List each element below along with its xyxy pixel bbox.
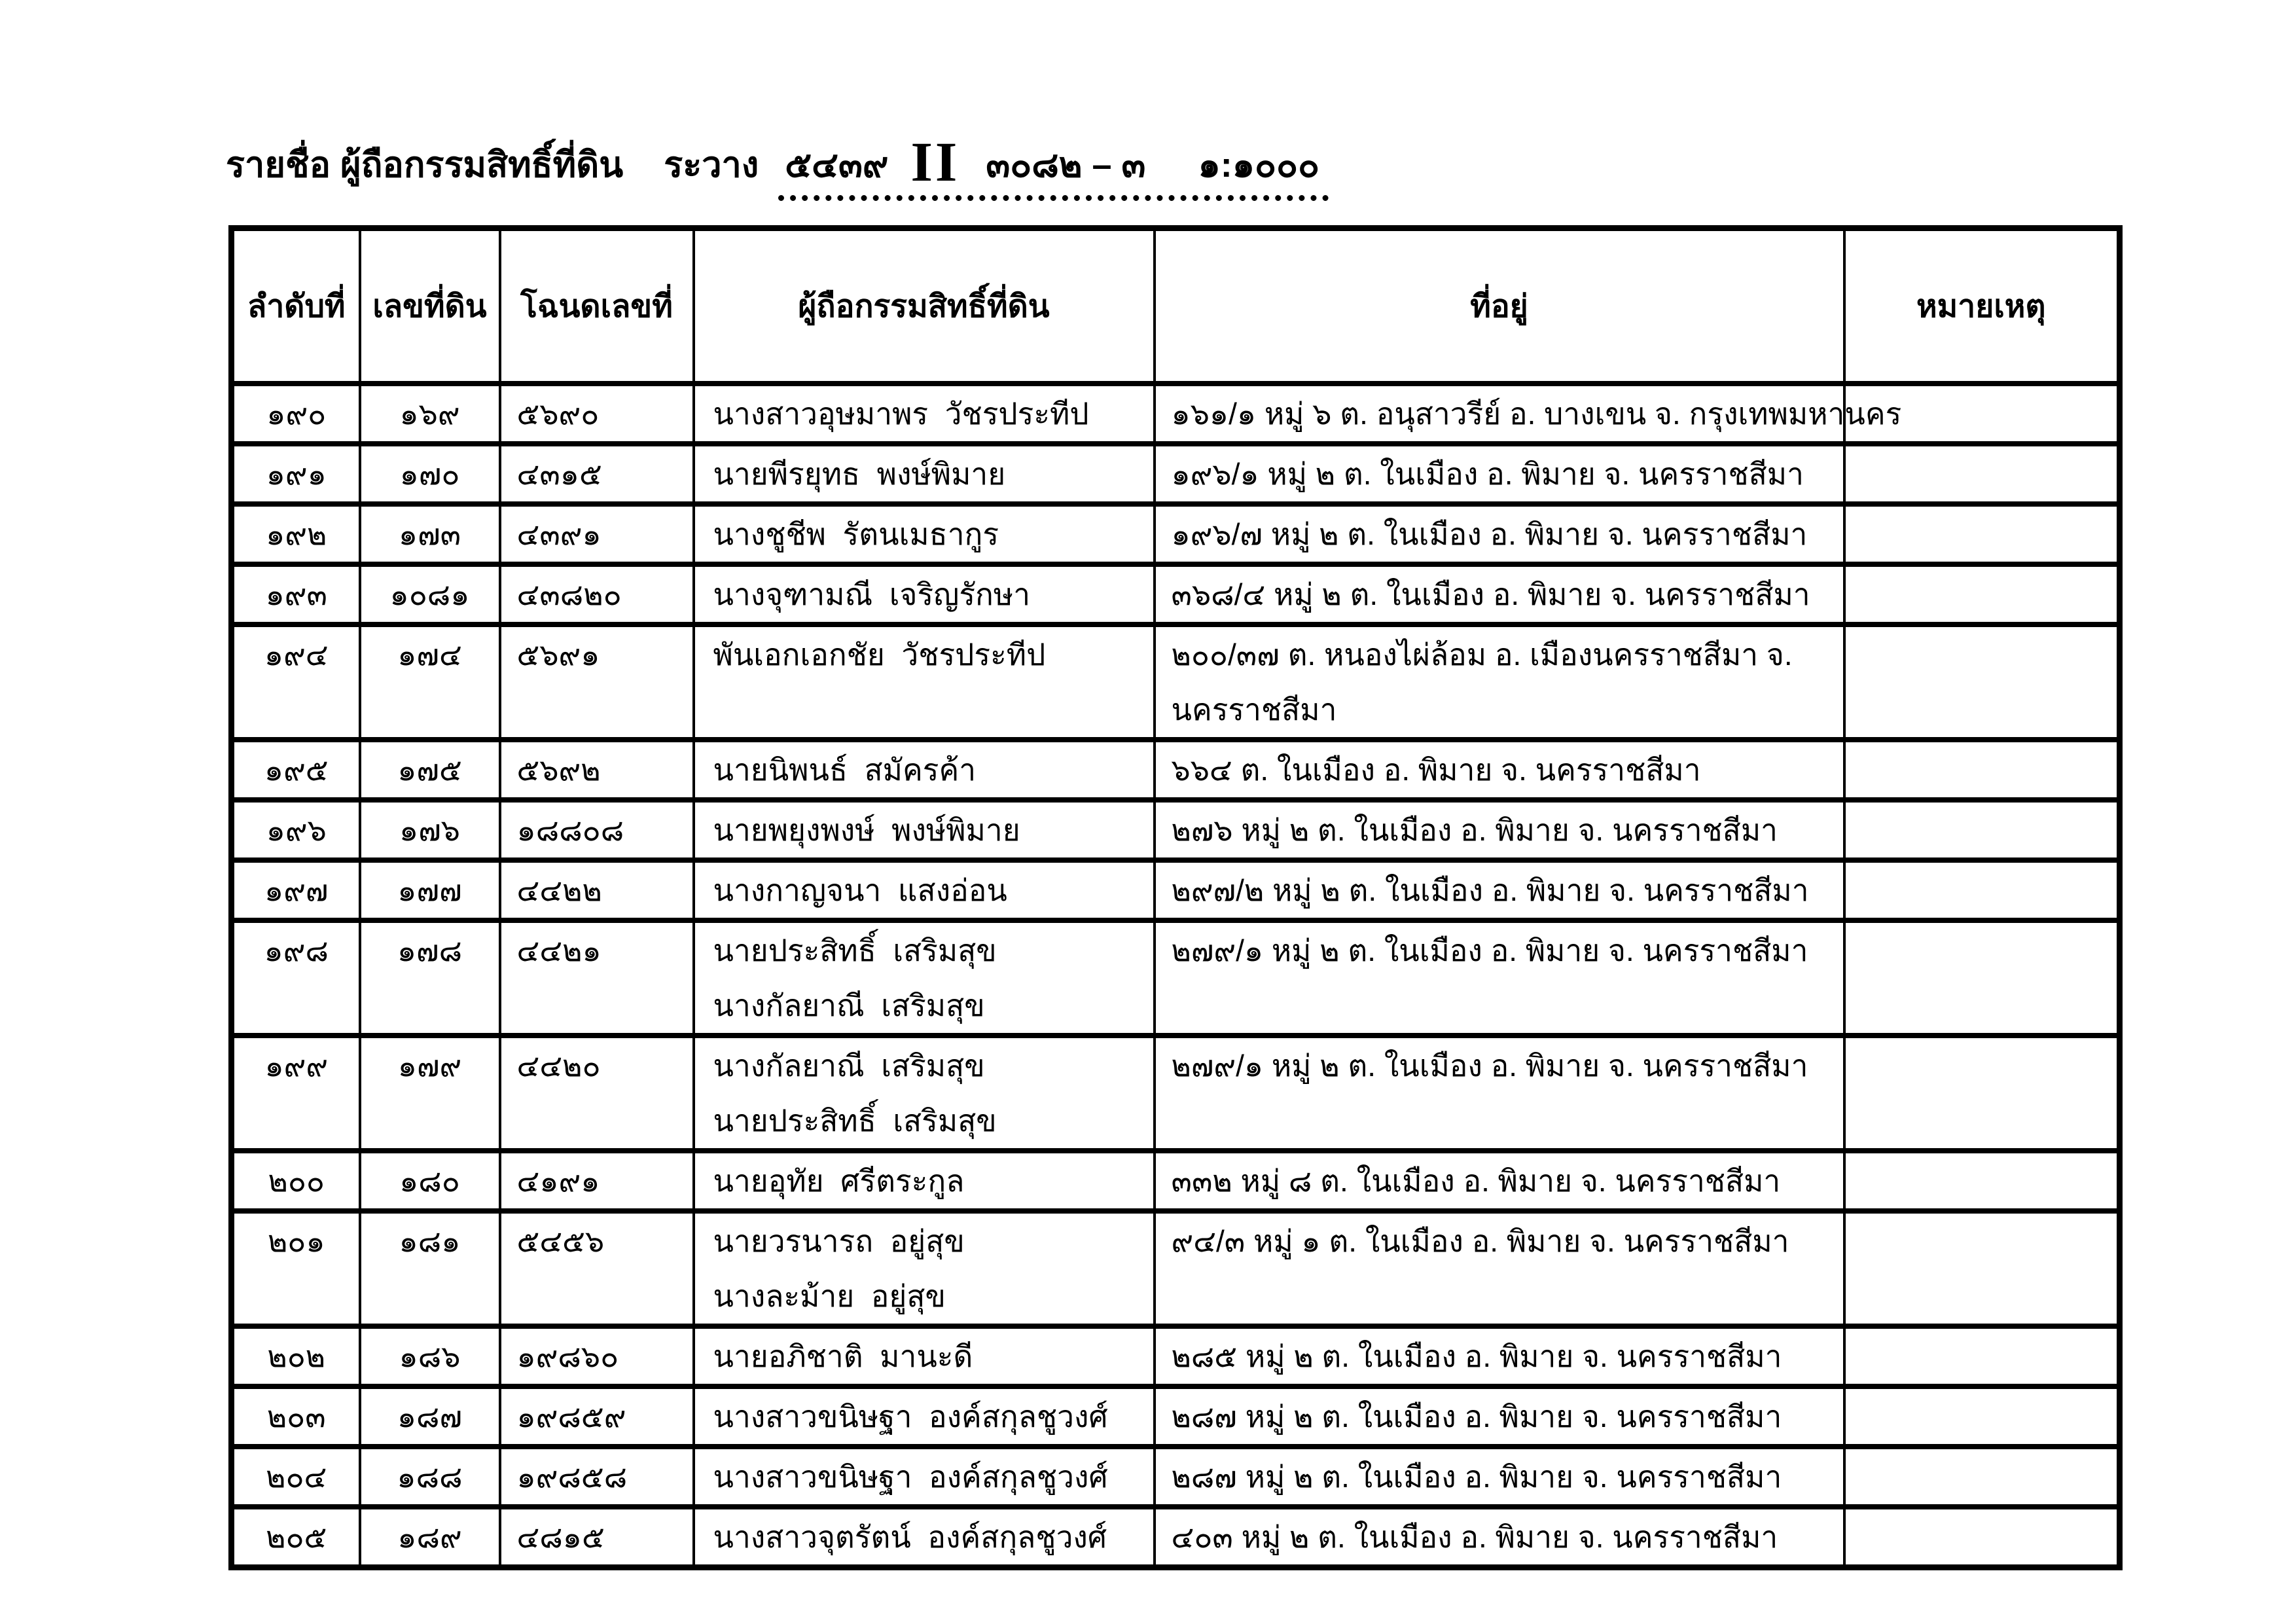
cell-line: ๑๘๑ [399,1224,461,1258]
address-cell [1155,564,1844,624]
table-row [232,1036,2120,1151]
seq-cell [232,504,360,564]
parcel-no-cell [360,1151,500,1211]
cell-line: นางกัลยาณี เสริมสุข [713,988,985,1022]
cell-line: นายประสิทธิ์ เสริมสุข [713,1104,997,1138]
note-cell [1844,740,2120,800]
cell-line: ๓๖๘/๔ หมู่ ๒ ต. ในเมือง อ. พิมาย จ. นครราชสีมา [1171,577,1810,611]
cell-line: ๑๘๙ [397,1520,462,1554]
column-header-3: โฉนดเลขที่ [500,228,694,384]
cell-line: ๑๙๖/๗ หมู่ ๒ ต. ในเมือง อ. พิมาย จ. นครราชสีมา [1171,517,1808,551]
cell-line: ๒๗๙/๑ หมู่ ๒ ต. ในเมือง อ. พิมาย จ. นครราชสีมา [1171,933,1808,967]
note-cell [1844,860,2120,920]
owner-cell [694,800,1155,860]
parcel-no-cell [360,1507,500,1568]
deed-no-cell [500,740,694,800]
cell-line: ๑๙๘๕๙ [516,1399,626,1434]
parcel-no-cell [360,800,500,860]
owner-cell [694,1326,1155,1386]
note-cell [1844,624,2120,740]
seq-cell [232,1211,360,1326]
cell-line: ๑๗๔ [397,638,462,672]
parcel-no-cell [360,624,500,740]
cell-line: ๑๙๑ [266,457,327,491]
parcel-no-cell [360,1447,500,1507]
deed-no-cell [500,860,694,920]
cell-line: ๑๙๐ [266,397,327,431]
cell-line: ๒๘๗ หมู่ ๒ ต. ในเมือง อ. พิมาย จ. นครราชสีมา [1171,1399,1782,1434]
map-scale: ๑:๑๐๐๐ [1198,145,1319,185]
note-cell [1844,564,2120,624]
cell-line: นางสาวจุตรัตน์ องค์สกุลชูวงศ์ [713,1520,1107,1554]
owner-cell [694,1386,1155,1447]
deed-no-cell [500,1036,694,1151]
note-cell [1844,1507,2120,1568]
cell-line: ๕๖๙๐ [516,397,600,431]
landowner-register-table [228,225,2123,1570]
deed-no-cell [500,1507,694,1568]
cell-line: นางจุฑามณี เจริญรักษา [713,577,1031,611]
cell-line: ๒๐๕ [266,1520,327,1554]
cell-line: ๔๘๑๕ [516,1520,605,1554]
cell-line: ๒๐๐ [268,1164,325,1198]
cell-line: ๒๐๐/๓๗ ต. หนองไผ่ล้อม อ. เมืองนครราชสีมา จ. [1171,638,1793,672]
table-row [232,800,2120,860]
address-cell [1155,1326,1844,1386]
cell-line: ๔๔๒๑ [516,933,601,967]
cell-line: นางสาวขนิษฐา องค์สกุลชูวงศ์ [713,1399,1108,1434]
owner-cell [694,564,1155,624]
seq-cell [232,1326,360,1386]
owner-cell [694,920,1155,1036]
seq-cell [232,740,360,800]
table-row [232,1326,2120,1386]
cell-line: ๔๓๙๑ [516,517,601,551]
sheet-range: ๓๐๘๒ – ๓ [986,145,1146,185]
note-cell [1844,1386,2120,1447]
parcel-no-cell [360,1036,500,1151]
address-cell [1155,1036,1844,1151]
cell-line: ๔๔๒๐ [516,1049,601,1083]
cell-line: ๒๗๖ หมู่ ๒ ต. ในเมือง อ. พิมาย จ. นครราชสีมา [1171,813,1778,847]
seq-cell [232,1151,360,1211]
seq-cell [232,920,360,1036]
cell-line: ๒๐๓ [266,1399,326,1434]
table-row [232,444,2120,504]
cell-line: ๔๓๑๕ [516,457,602,491]
seq-cell [232,444,360,504]
cell-line: ๒๐๒ [267,1339,326,1373]
column-header-2: เลขที่ดิน [360,228,500,384]
deed-no-cell [500,504,694,564]
table-row [232,384,2120,444]
address-cell [1155,384,1902,444]
cell-line: นายนิพนธ์ สมัครค้า [713,753,977,787]
owner-cell [694,1151,1155,1211]
cell-line: ๑๙๕ [264,753,329,787]
parcel-no-cell [360,384,500,444]
table-row [232,624,2120,740]
cell-line: ๑๖๑/๑ หมู่ ๖ ต. อนุสาวรีย์ อ. บางเขน จ. กรุงเทพมหานคร [1171,397,1902,431]
cell-line: นายประสิทธิ์ เสริมสุข [713,933,997,967]
seq-cell [232,564,360,624]
deed-no-cell [500,800,694,860]
table-row [232,504,2120,564]
cell-line: ๑๘๗ [397,1399,463,1434]
cell-line: นายพยุงพงษ์ พงษ์พิมาย [713,813,1020,847]
owner-cell [694,1447,1155,1507]
table-row [232,1447,2120,1507]
parcel-no-cell [360,860,500,920]
seq-cell [232,1507,360,1568]
note-cell [1844,1326,2120,1386]
note-cell [1844,444,2120,504]
owner-cell [694,384,1155,444]
cell-line: ๑๙๘๕๘ [516,1460,628,1494]
owner-cell [694,740,1155,800]
cell-line: ๑๙๖/๑ หมู่ ๒ ต. ในเมือง อ. พิมาย จ. นครราชสีมา [1171,457,1804,491]
address-cell [1155,1507,1844,1568]
note-cell [1844,920,2120,1036]
deed-no-cell [500,920,694,1036]
cell-line: ๒๗๙/๑ หมู่ ๒ ต. ในเมือง อ. พิมาย จ. นครราชสีมา [1171,1049,1808,1083]
deed-no-cell [500,1211,694,1326]
address-cell [1155,1151,1844,1211]
seq-cell [232,384,360,444]
note-cell [1844,1211,2120,1326]
parcel-no-cell [360,444,500,504]
cell-line: ๙๔/๓ หมู่ ๑ ต. ในเมือง อ. พิมาย จ. นครราชสีมา [1171,1224,1789,1258]
column-header-5: ที่อยู่ [1155,228,1844,384]
cell-line: ๑๙๙ [264,1049,329,1083]
cell-line: ๒๐๔ [266,1460,327,1494]
owner-cell [694,1507,1155,1568]
deed-no-cell [500,1326,694,1386]
cell-line: ๕๖๙๑ [516,638,600,672]
table-row [232,860,2120,920]
cell-line: นายพีรยุทธ พงษ์พิมาย [713,457,1006,491]
owner-cell [694,504,1155,564]
cell-line: ๑๗๙ [397,1049,462,1083]
owner-cell [694,1211,1155,1326]
column-header-6: หมายเหตุ [1844,228,2120,384]
deed-no-cell [500,564,694,624]
table-row [232,1386,2120,1447]
deed-no-cell [500,384,694,444]
address-cell [1155,740,1844,800]
sheet-roman-numeral: II [910,130,960,193]
cell-line: ๑๗๖ [399,813,460,847]
title-main: รายชื่อ ผู้ถือกรรมสิทธิ์ที่ดิน [226,145,624,185]
note-cell [1844,1447,2120,1507]
seq-cell [232,1447,360,1507]
deed-no-cell [500,444,694,504]
cell-line: ๑๖๙ [399,397,460,431]
cell-line: ๑๙๖ [266,813,327,847]
seq-cell [232,860,360,920]
table-row [232,740,2120,800]
column-header-1: ลำดับที่ [232,228,360,384]
address-cell [1155,860,1844,920]
cell-line: นางกาญจนา แสงอ่อน [713,873,1007,907]
parcel-no-cell [360,564,500,624]
sheet-number: ๕๔๓๙ [785,145,889,185]
cell-line: ๒๘๗ หมู่ ๒ ต. ในเมือง อ. พิมาย จ. นครราชสีมา [1171,1460,1782,1494]
cell-line: ๔๔๒๒ [516,873,602,907]
column-header-4: ผู้ถือกรรมสิทธิ์ที่ดิน [694,228,1155,384]
parcel-no-cell [360,1211,500,1326]
cell-line: ๓๓๒ หมู่ ๘ ต. ในเมือง อ. พิมาย จ. นครราชสีมา [1171,1164,1781,1198]
table-row [232,564,2120,624]
cell-line: นางสาวขนิษฐา องค์สกุลชูวงศ์ [713,1460,1108,1494]
cell-line: ๔๐๓ หมู่ ๒ ต. ในเมือง อ. พิมาย จ. นครราชสีมา [1171,1520,1778,1554]
owner-cell [694,444,1155,504]
page-title [226,130,1329,201]
cell-line: ๑๙๔ [264,638,329,672]
cell-line: ๑๗๐ [399,457,460,491]
cell-line: นายอภิชาติ มานะดี [713,1339,973,1373]
cell-line: ๑๐๘๑ [389,577,470,611]
address-cell [1155,920,1844,1036]
cell-line: ๕๖๙๒ [516,753,601,787]
table-row [232,1151,2120,1211]
parcel-no-cell [360,920,500,1036]
cell-line: ๒๐๑ [267,1224,325,1258]
sheet-value [778,130,1329,201]
cell-line: ๑๙๘๖๐ [516,1339,619,1373]
deed-no-cell [500,1151,694,1211]
seq-cell [232,800,360,860]
note-cell [1844,504,2120,564]
cell-line: ๑๙๒ [266,517,327,551]
cell-line: ๑๘๘๐๘ [516,813,624,847]
seq-cell [232,624,360,740]
cell-line: ๑๗๓ [398,517,461,551]
owner-cell [694,1036,1155,1151]
cell-line: ๑๙๓ [265,577,327,611]
cell-line: นางกัลยาณี เสริมสุข [713,1049,985,1083]
deed-no-cell [500,1447,694,1507]
parcel-no-cell [360,504,500,564]
parcel-no-cell [360,1386,500,1447]
note-cell [1844,1151,2120,1211]
cell-line: ๑๗๕ [397,753,462,787]
cell-line: ๑๘๖ [399,1339,461,1373]
table-row [232,1507,2120,1568]
note-cell [1844,800,2120,860]
address-cell [1155,1386,1844,1447]
table-header-row [232,228,2120,384]
address-cell [1155,1211,1844,1326]
address-cell [1155,624,1844,740]
table-row [232,1211,2120,1326]
cell-line: นายอุทัย ศรีตระกูล [713,1164,965,1198]
address-cell [1155,1447,1844,1507]
address-cell [1155,444,1844,504]
parcel-no-cell [360,1326,500,1386]
cell-line: ๑๗๘ [397,933,463,967]
cell-line: ๒๙๗/๒ หมู่ ๒ ต. ในเมือง อ. พิมาย จ. นครราชสีมา [1171,873,1809,907]
seq-cell [232,1036,360,1151]
cell-line: ๑๘๐ [399,1164,460,1198]
cell-line: นางสาวอุษมาพร วัชรประทีป [713,397,1089,431]
cell-line: นครราชสีมา [1171,693,1337,727]
parcel-no-cell [360,740,500,800]
cell-line: ๔๑๙๑ [516,1164,600,1198]
cell-line: ๒๘๕ หมู่ ๒ ต. ในเมือง อ. พิมาย จ. นครราชสีมา [1171,1339,1782,1373]
sheet-label: ระวาง [664,145,759,185]
cell-line: ๑๙๗ [264,873,329,907]
cell-line: นางชูชีพ รัตนเมธากูร [713,517,999,551]
cell-line: นางละม้าย อยู่สุข [713,1279,946,1313]
deed-no-cell [500,1386,694,1447]
cell-line: นายวรนารถ อยู่สุข [713,1224,965,1258]
cell-line: ๑๘๘ [397,1460,463,1494]
cell-line: ๑๗๗ [397,873,462,907]
seq-cell [232,1386,360,1447]
address-cell [1155,800,1844,860]
cell-line: พันเอกเอกชัย วัชรประทีป [713,638,1046,672]
note-cell [1844,1036,2120,1151]
address-cell [1155,504,1844,564]
cell-line: ๕๔๕๖ [516,1224,605,1258]
cell-line: ๑๙๘ [264,933,329,967]
owner-cell [694,860,1155,920]
cell-line: ๖๖๔ ต. ในเมือง อ. พิมาย จ. นครราชสีมา [1171,753,1701,787]
owner-cell [694,624,1155,740]
deed-no-cell [500,624,694,740]
table-body [232,384,2120,1568]
table-row [232,920,2120,1036]
cell-line: ๔๓๘๒๐ [516,577,622,611]
